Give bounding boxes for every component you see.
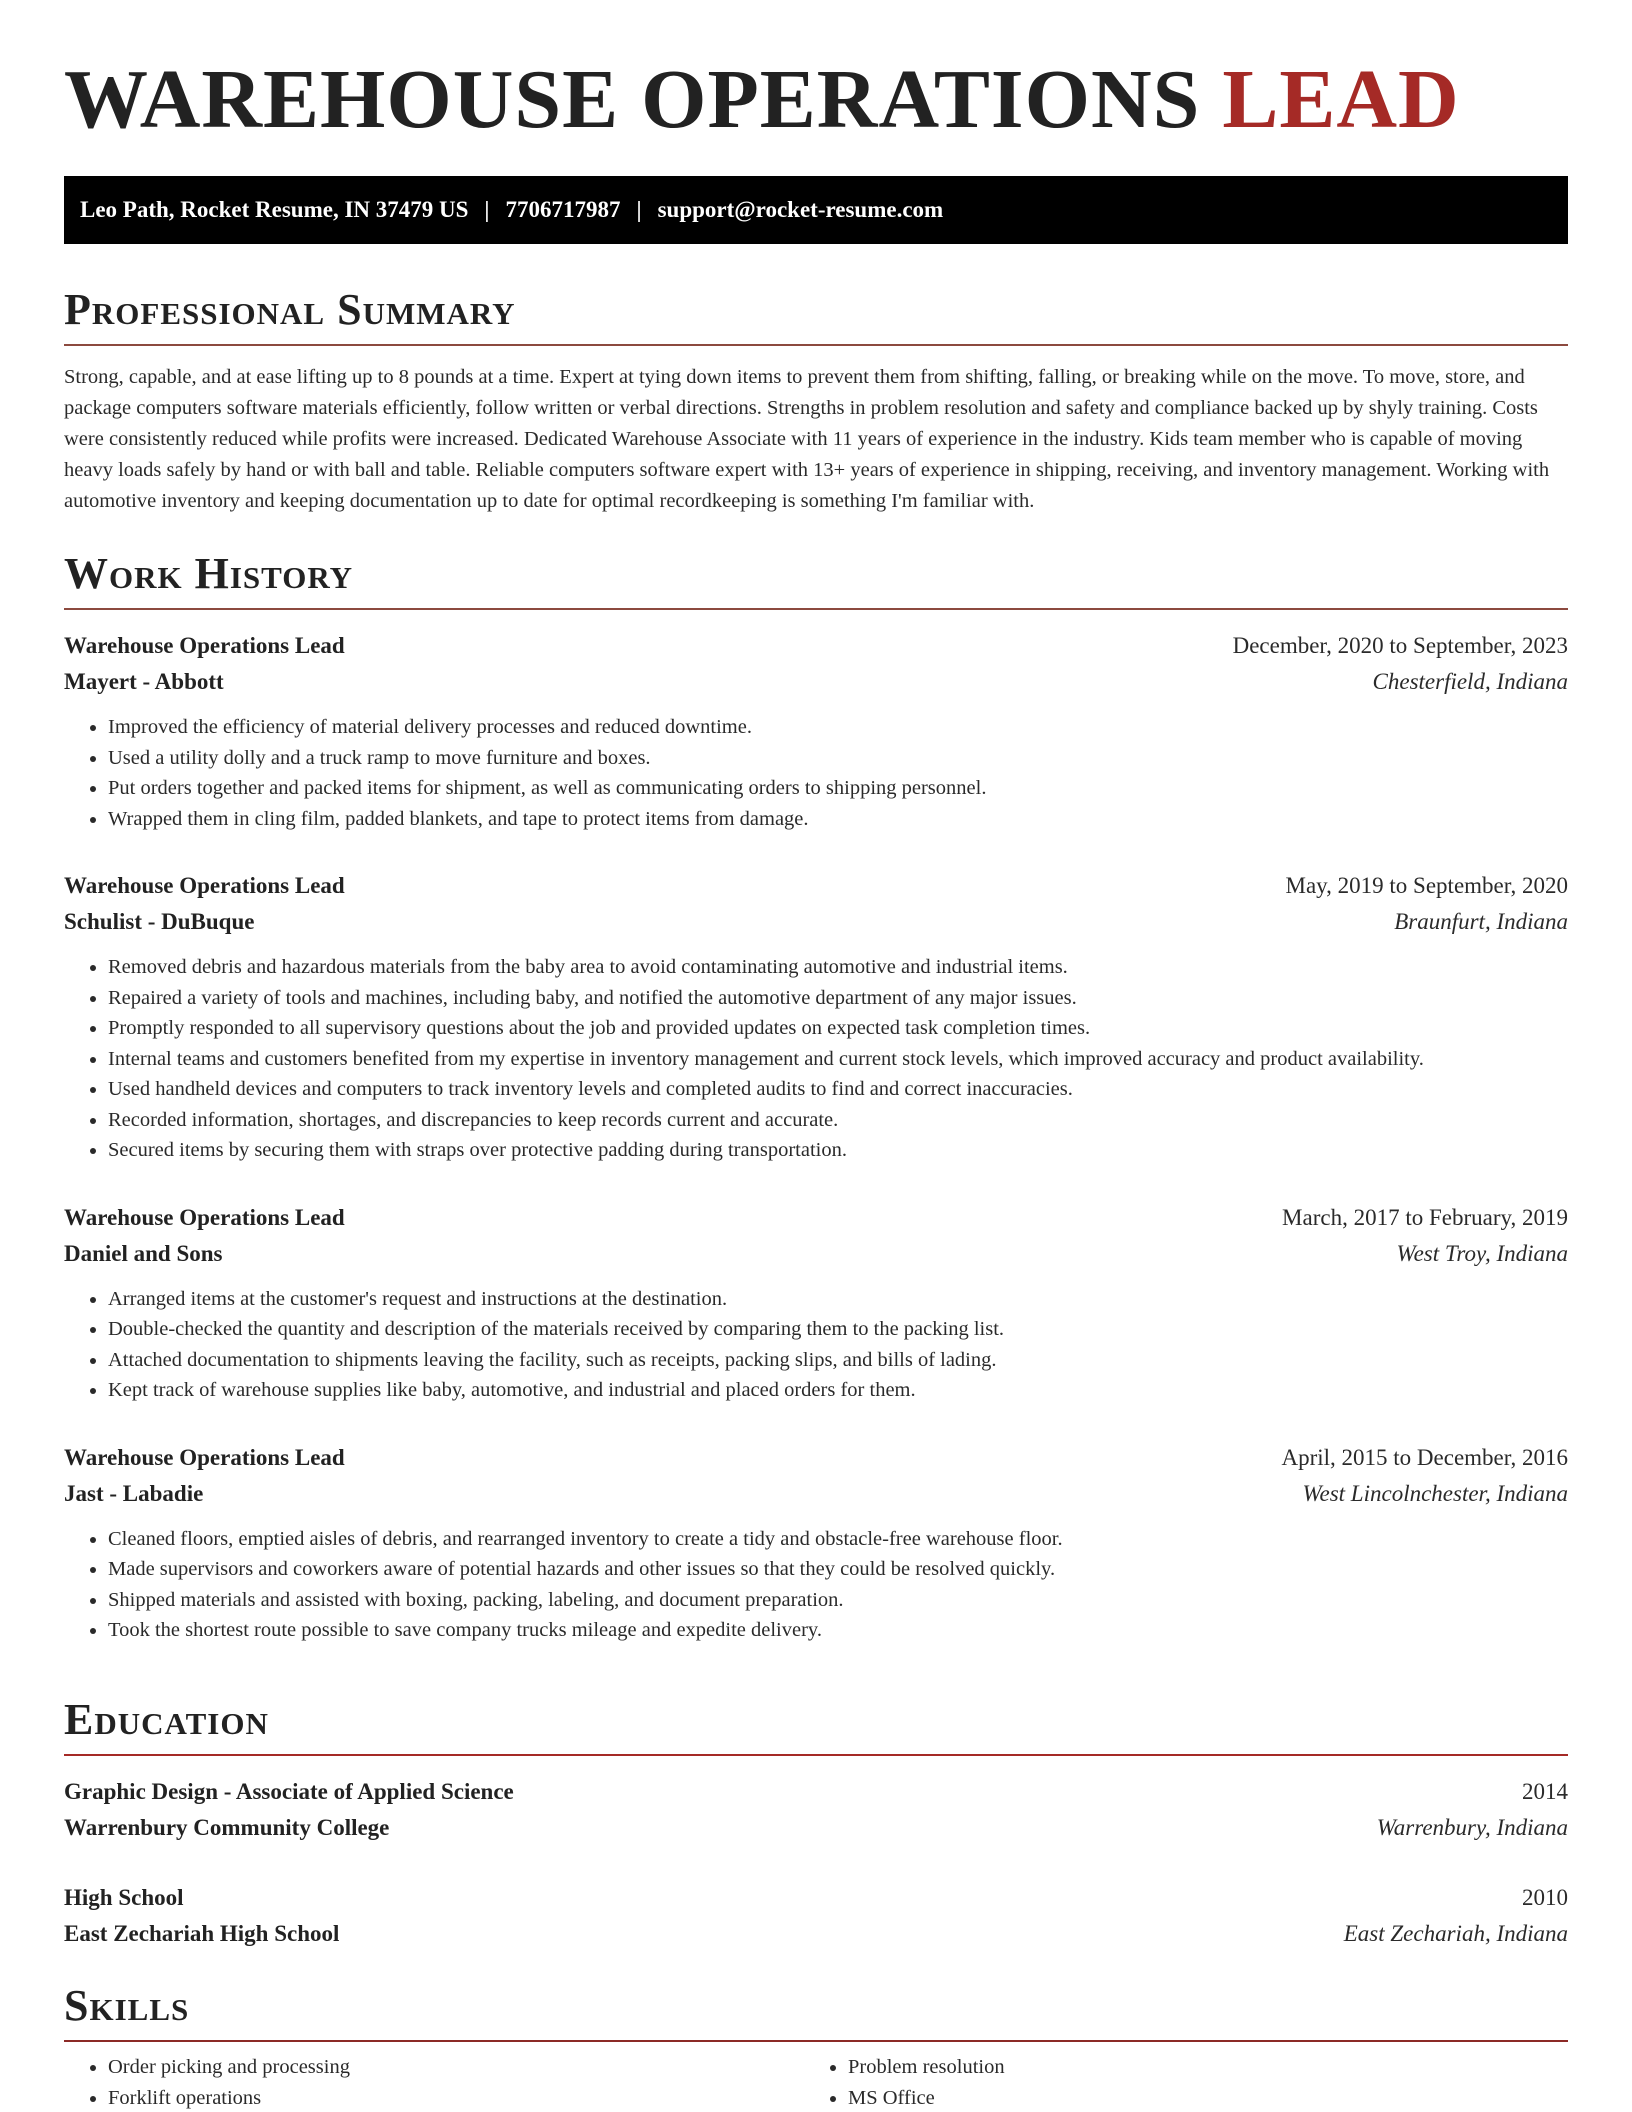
contact-separator: | — [636, 197, 642, 222]
section-heading-education: Education — [64, 1696, 1568, 1756]
job-bullet: • Cleaned floors, emptied aisles of debris, and rearranged inventory to create a tidy and obstacle-free warehouse floor. — [108, 1524, 1568, 1555]
education-entry — [64, 1774, 1568, 1846]
job-bullets — [64, 712, 1568, 834]
section-heading-skills: Skills — [64, 1982, 1568, 2042]
job-bullets — [64, 1524, 1568, 1646]
job-bullet: • Used a utility dolly and a truck ramp to move furniture and boxes. — [108, 743, 1568, 774]
education-year: 2014 — [1522, 1779, 1568, 1805]
education-school: East Zechariah High School — [64, 1921, 340, 1947]
job-bullet: • Wrapped them in cling film, padded blankets, and tape to protect items from damage. — [108, 804, 1568, 835]
job-bullet: • Promptly responded to all supervisory questions about the job and provided updates on expected task completion times. — [108, 1013, 1568, 1044]
job-bullet: • Improved the efficiency of material delivery processes and reduced downtime. — [108, 712, 1568, 743]
job-title: Warehouse Operations Lead — [64, 1444, 345, 1470]
section-heading-work-history: Work History — [64, 550, 1568, 610]
contact-bar — [64, 176, 1568, 244]
skills-columns — [64, 2052, 1568, 2112]
job-company-row — [64, 664, 1568, 700]
skill-item: • Forklift operations — [108, 2083, 804, 2112]
summary-text: Strong, capable, and at ease lifting up to 8 pounds at a time. Expert at tying down items to prevent them from shifting, falling, or breaking while on the move. To move, store, and package computers software materials efficiently, follow written or verbal directions. Strengths in problem resolution and safety and compliance backed up by shyly training. Costs were consistently reduced while profits were increased. Dedicated Warehouse Associate with 11 years of experience in the industry. Kids team member who is capable of moving heavy loads safely by hand or with ball and table. Reliable computers software expert with 13+ years of experience in shipping, receiving, and inventory management. Working with automotive inventory and keeping documentation up to date for optimal recordkeeping is something I'm familiar with. — [64, 366, 1550, 513]
job-title: Warehouse Operations Lead — [64, 633, 345, 659]
job-header-row — [64, 1440, 1568, 1476]
skills-section — [64, 1982, 1568, 2112]
job-bullet: • Arranged items at the customer's request and instructions at the destination. — [108, 1284, 1568, 1315]
job-dates: March, 2017 to February, 2019 — [1282, 1204, 1568, 1230]
skill-item: • Problem resolution — [848, 2052, 1544, 2083]
job-company-row — [64, 1236, 1568, 1272]
contact-separator: | — [484, 197, 490, 222]
education-degree: High School — [64, 1885, 184, 1911]
job-bullet: • Kept track of warehouse supplies like baby, automotive, and industrial and placed orders for them. — [108, 1375, 1568, 1406]
job-bullet: • Repaired a variety of tools and machines, including baby, and notified the automotive department of any major issues. — [108, 983, 1568, 1014]
title-main: WAREHOUSE OPERATIONS — [64, 53, 1201, 146]
education-year: 2010 — [1522, 1885, 1568, 1911]
education-location: Warrenbury, Indiana — [1376, 1815, 1568, 1841]
contact-address: Leo Path, Rocket Resume, IN 37479 US — [80, 197, 469, 222]
education-entry — [64, 1880, 1568, 1952]
job-entry — [64, 868, 1568, 1166]
summary-section — [64, 286, 1568, 517]
resume-title — [64, 52, 1460, 149]
job-entry — [64, 1200, 1568, 1406]
job-dates: December, 2020 to September, 2023 — [1232, 633, 1568, 659]
section-heading-summary: Professional Summary — [64, 286, 1568, 346]
job-company-row — [64, 1476, 1568, 1512]
job-title: Warehouse Operations Lead — [64, 1204, 345, 1230]
job-location: West Lincolnchester, Indiana — [1302, 1480, 1568, 1506]
job-bullet: • Put orders together and packed items for shipment, as well as communicating orders to shipping personnel. — [108, 773, 1568, 804]
education-school-row — [64, 1916, 1568, 1952]
work-history-section — [64, 550, 1568, 1646]
job-bullet: • Secured items by securing them with straps over protective padding during transportation. — [108, 1135, 1568, 1166]
job-bullet: • Attached documentation to shipments leaving the facility, such as receipts, packing slips, and bills of lading. — [108, 1345, 1568, 1376]
job-bullet: • Internal teams and customers benefited from my expertise in inventory management and current stock levels, which improved accuracy and product availability. — [108, 1044, 1568, 1075]
job-company: Mayert - Abbott — [64, 669, 224, 695]
job-bullets — [64, 952, 1568, 1166]
skill-item: • MS Office — [848, 2083, 1544, 2112]
contact-phone[interactable]: 7706717987 — [505, 197, 621, 222]
contact-email[interactable]: support@rocket-resume.com — [657, 197, 944, 222]
title-accent: LEAD — [1222, 53, 1460, 146]
job-bullet: • Double-checked the quantity and description of the materials received by comparing them to the packing list. — [108, 1314, 1568, 1345]
job-bullet: • Took the shortest route possible to save company trucks mileage and expedite delivery. — [108, 1615, 1568, 1646]
job-location: Chesterfield, Indiana — [1372, 669, 1568, 695]
job-header-row — [64, 628, 1568, 664]
skills-list-right — [804, 2052, 1544, 2112]
job-bullets — [64, 1284, 1568, 1406]
job-header-row — [64, 868, 1568, 904]
education-location: East Zechariah, Indiana — [1343, 1921, 1568, 1947]
job-company-row — [64, 904, 1568, 940]
job-company: Jast - Labadie — [64, 1480, 204, 1506]
job-bullet: • Removed debris and hazardous materials from the baby area to avoid contaminating automotive and industrial items. — [108, 952, 1568, 983]
education-school: Warrenbury Community College — [64, 1815, 390, 1841]
job-entry — [64, 628, 1568, 834]
job-company: Schulist - DuBuque — [64, 909, 255, 935]
education-degree: Graphic Design - Associate of Applied Science — [64, 1779, 514, 1805]
education-section — [64, 1696, 1568, 1952]
education-header-row — [64, 1880, 1568, 1916]
job-bullet: • Used handheld devices and computers to track inventory levels and completed audits to find and correct inaccuracies. — [108, 1074, 1568, 1105]
job-title: Warehouse Operations Lead — [64, 873, 345, 899]
job-bullet: • Made supervisors and coworkers aware of potential hazards and other issues so that they could be resolved quickly. — [108, 1554, 1568, 1585]
job-header-row — [64, 1200, 1568, 1236]
education-header-row — [64, 1774, 1568, 1810]
job-dates: May, 2019 to September, 2020 — [1285, 873, 1568, 899]
skills-list-left — [64, 2052, 804, 2112]
job-company: Daniel and Sons — [64, 1240, 223, 1266]
education-school-row — [64, 1810, 1568, 1846]
job-location: West Troy, Indiana — [1396, 1240, 1568, 1266]
job-bullet: • Shipped materials and assisted with boxing, packing, labeling, and document preparation. — [108, 1585, 1568, 1616]
job-location: Braunfurt, Indiana — [1394, 909, 1568, 935]
job-bullet: • Recorded information, shortages, and discrepancies to keep records current and accurate. — [108, 1105, 1568, 1136]
skill-item: • Order picking and processing — [108, 2052, 804, 2083]
job-dates: April, 2015 to December, 2016 — [1281, 1444, 1568, 1470]
job-entry — [64, 1440, 1568, 1646]
